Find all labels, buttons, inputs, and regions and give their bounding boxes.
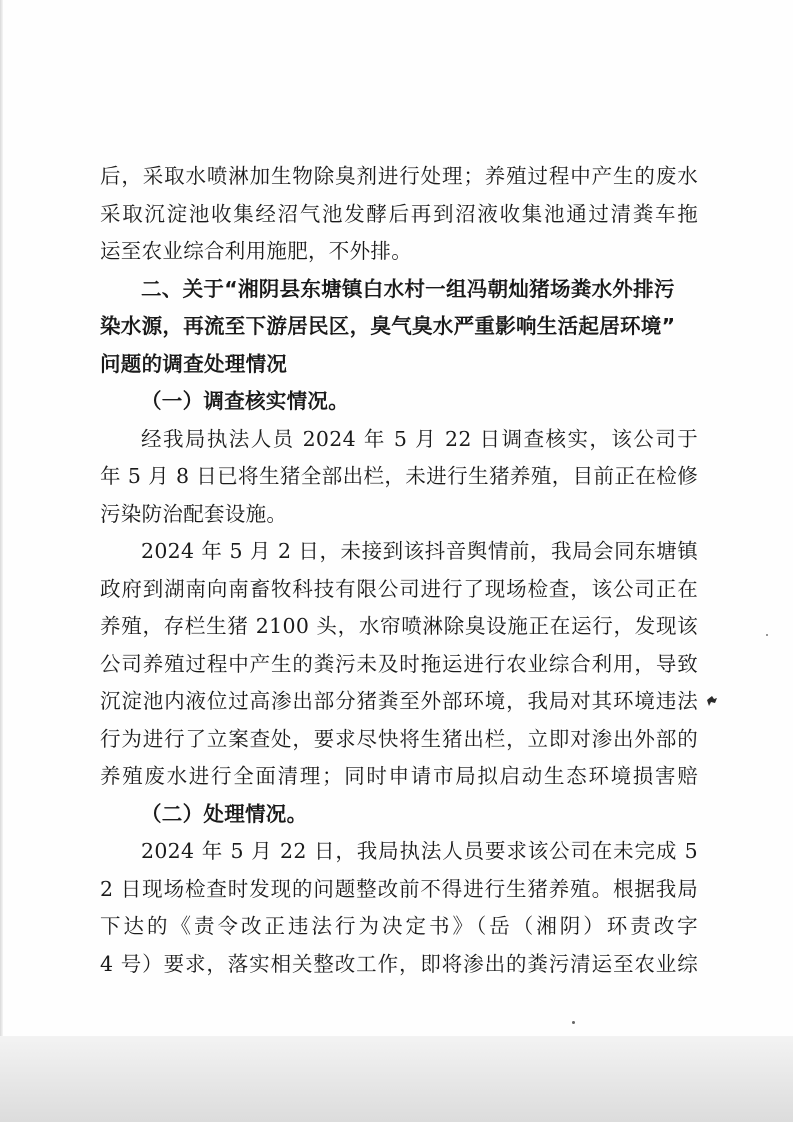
section-heading-line: 问题的调查处理情况	[100, 351, 288, 376]
paragraph-line: 养殖，存栏生猪 2100 头，水帘喷淋除臭设施正在运行，发现该	[100, 614, 698, 638]
scan-speck-mark	[705, 694, 719, 708]
paragraph-line: 政府到湖南向南畜牧科技有限公司进行了现场检查，该公司正在	[100, 576, 698, 601]
body-text	[100, 158, 698, 983]
paragraph-line: 2024 年 5 月 2 日，未接到该抖音舆情前，我局会同东塘镇	[141, 539, 698, 563]
paragraph-line: 运至农业综合利用施肥，不外排。	[100, 239, 412, 263]
paragraph-line: 采取沉淀池收集经沼气池发酵后再到沼液收集池通过清粪车拖	[100, 201, 698, 226]
section-heading-line: 二、关于“湘阴县东塘镇白水村一组冯朝灿猪场粪水外排污	[141, 276, 675, 301]
scan-speck-dot	[766, 634, 768, 636]
paragraph-line: 2 日现场检查时发现的问题整改前不得进行生猪养殖。根据我局	[100, 876, 698, 901]
paragraph-line: 年 5 月 8 日已将生猪全部出栏，未进行生猪养殖，目前正在检修	[100, 464, 698, 488]
paragraph-line: 沉淀池内液位过高渗出部分猪粪至外部环境，我局对其环境违法	[100, 689, 698, 713]
paragraph-line: 行为进行了立案查处，要求尽快将生猪出栏，立即对渗出外部的	[100, 726, 698, 751]
paragraph-line: 养殖废水进行全面清理；同时申请市局拟启动生态环境损害赔	[100, 764, 698, 788]
section-heading-line: 染水源，再流至下游居民区，臭气臭水严重影响生活起居环境”	[100, 314, 676, 338]
paragraph-line: 经我局执法人员 2024 年 5 月 22 日调查核实，该公司于	[141, 426, 698, 451]
scan-speck-dot	[572, 1021, 575, 1024]
paragraph-line: 公司养殖过程中产生的粪污未及时拖运进行农业综合利用，导致	[100, 651, 698, 676]
paragraph-line: 4 号）要求，落实相关整改工作，即将渗出的粪污清运至农业综	[100, 951, 698, 976]
paragraph-line: 下达的《责令改正违法行为决定书》（岳（湘阴）环责改字	[100, 914, 698, 938]
paragraph-line: 污染防治配套设施。	[100, 501, 288, 526]
subsection-heading: （二）处理情况。	[141, 801, 308, 826]
scan-bottom-edge	[0, 1036, 793, 1122]
subsection-heading: （一）调查核实情况。	[141, 389, 349, 413]
paragraph-line: 2024 年 5 月 22 日，我局执法人员要求该公司在未完成 5	[141, 839, 698, 863]
scan-left-edge	[0, 0, 3, 1122]
paragraph-line: 后，采取水喷淋加生物除臭剂进行处理；养殖过程中产生的废水	[100, 164, 698, 188]
